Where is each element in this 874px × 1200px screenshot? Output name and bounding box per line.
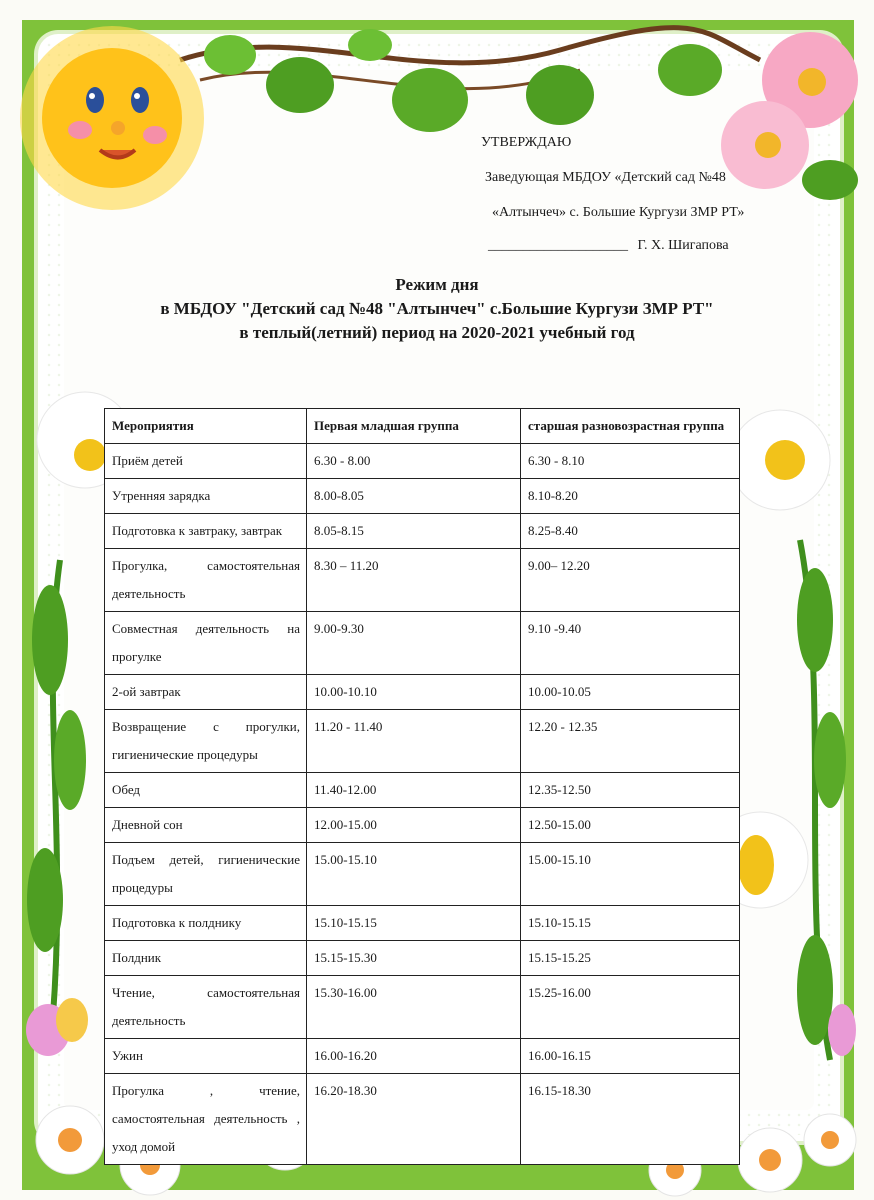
schedule-table <box>104 408 740 1165</box>
approval-name: Г. Х. Шигапова <box>637 238 729 253</box>
approval-signature-line <box>488 238 729 254</box>
senior-group-time-cell: 15.15-15.25 <box>521 941 740 976</box>
senior-group-time-cell: 15.00-15.10 <box>521 843 740 906</box>
junior-group-time-cell: 8.05-8.15 <box>307 514 521 549</box>
activity-cell: Обед <box>105 773 307 808</box>
junior-group-time-cell: 11.40-12.00 <box>307 773 521 808</box>
senior-group-time-cell: 8.10-8.20 <box>521 479 740 514</box>
table-row <box>105 710 740 773</box>
document-subtitle: в МБДОУ "Детский сад №48 "Алтынчеч" с.Большие Кургузи ЗМР РТ" <box>160 299 714 318</box>
senior-group-time-cell: 9.10 -9.40 <box>521 612 740 675</box>
table-row <box>105 514 740 549</box>
activity-cell: Дневной сон <box>105 808 307 843</box>
table-row <box>105 843 740 906</box>
junior-group-time-cell: 15.10-15.15 <box>307 906 521 941</box>
table-row <box>105 1074 740 1165</box>
activity-cell: Прогулка, самостоятельная деятельность <box>105 549 307 612</box>
activity-cell: Ужин <box>105 1039 307 1074</box>
table-row <box>105 773 740 808</box>
junior-group-time-cell: 6.30 - 8.00 <box>307 444 521 479</box>
activity-cell: Возвращение с прогулки, гигиенические процедуры <box>105 710 307 773</box>
table-row <box>105 976 740 1039</box>
signature-blank: ____________________ <box>488 238 628 253</box>
table-row <box>105 675 740 710</box>
activity-cell: Утренняя зарядка <box>105 479 307 514</box>
junior-group-time-cell: 15.15-15.30 <box>307 941 521 976</box>
approval-position: Заведующая МБДОУ «Детский сад №48 <box>485 170 726 185</box>
activity-cell: Прогулка , чтение, самостоятельная деятельность , уход домой <box>105 1074 307 1165</box>
activity-cell: Полдник <box>105 941 307 976</box>
junior-group-time-cell: 15.30-16.00 <box>307 976 521 1039</box>
activity-cell: Приём детей <box>105 444 307 479</box>
document-title: Режим дня <box>395 275 479 294</box>
junior-group-time-cell: 10.00-10.10 <box>307 675 521 710</box>
junior-group-time-cell: 8.00-8.05 <box>307 479 521 514</box>
junior-group-time-cell: 16.00-16.20 <box>307 1039 521 1074</box>
senior-group-time-cell: 16.15-18.30 <box>521 1074 740 1165</box>
approval-organization: «Алтынчеч» с. Большие Кургузи ЗМР РТ» <box>492 205 745 220</box>
senior-group-time-cell: 9.00– 12.20 <box>521 549 740 612</box>
pink-flower-icon <box>721 32 858 200</box>
junior-group-time-cell: 12.00-15.00 <box>307 808 521 843</box>
document-period: в теплый(летний) период на 2020-2021 учебный год <box>239 323 635 342</box>
leaf-icon <box>204 29 722 132</box>
table-row <box>105 479 740 514</box>
senior-group-time-cell: 12.35-12.50 <box>521 773 740 808</box>
table-row <box>105 444 740 479</box>
senior-group-time-cell: 15.25-16.00 <box>521 976 740 1039</box>
table-row <box>105 906 740 941</box>
column-header: Первая младшая группа <box>307 409 521 444</box>
column-header: старшая разновозрастная группа <box>521 409 740 444</box>
approval-title: УТВЕРЖДАЮ <box>481 135 572 150</box>
table-row <box>105 549 740 612</box>
activity-cell: Совместная деятельность на прогулке <box>105 612 307 675</box>
junior-group-time-cell: 16.20-18.30 <box>307 1074 521 1165</box>
activity-cell: Подготовка к полднику <box>105 906 307 941</box>
table-row <box>105 1039 740 1074</box>
activity-cell: 2-ой завтрак <box>105 675 307 710</box>
sun-icon <box>20 26 204 210</box>
activity-cell: Подъем детей, гигиенические процедуры <box>105 843 307 906</box>
column-header: Мероприятия <box>105 409 307 444</box>
senior-group-time-cell: 10.00-10.05 <box>521 675 740 710</box>
table-row <box>105 612 740 675</box>
junior-group-time-cell: 8.30 – 11.20 <box>307 549 521 612</box>
senior-group-time-cell: 12.20 - 12.35 <box>521 710 740 773</box>
activity-cell: Чтение, самостоятельная деятельность <box>105 976 307 1039</box>
junior-group-time-cell: 9.00-9.30 <box>307 612 521 675</box>
senior-group-time-cell: 6.30 - 8.10 <box>521 444 740 479</box>
senior-group-time-cell: 16.00-16.15 <box>521 1039 740 1074</box>
senior-group-time-cell: 15.10-15.15 <box>521 906 740 941</box>
table-row <box>105 808 740 843</box>
junior-group-time-cell: 11.20 - 11.40 <box>307 710 521 773</box>
table-header-row <box>105 409 740 444</box>
senior-group-time-cell: 8.25-8.40 <box>521 514 740 549</box>
junior-group-time-cell: 15.00-15.10 <box>307 843 521 906</box>
activity-cell: Подготовка к завтраку, завтрак <box>105 514 307 549</box>
table-row <box>105 941 740 976</box>
senior-group-time-cell: 12.50-15.00 <box>521 808 740 843</box>
